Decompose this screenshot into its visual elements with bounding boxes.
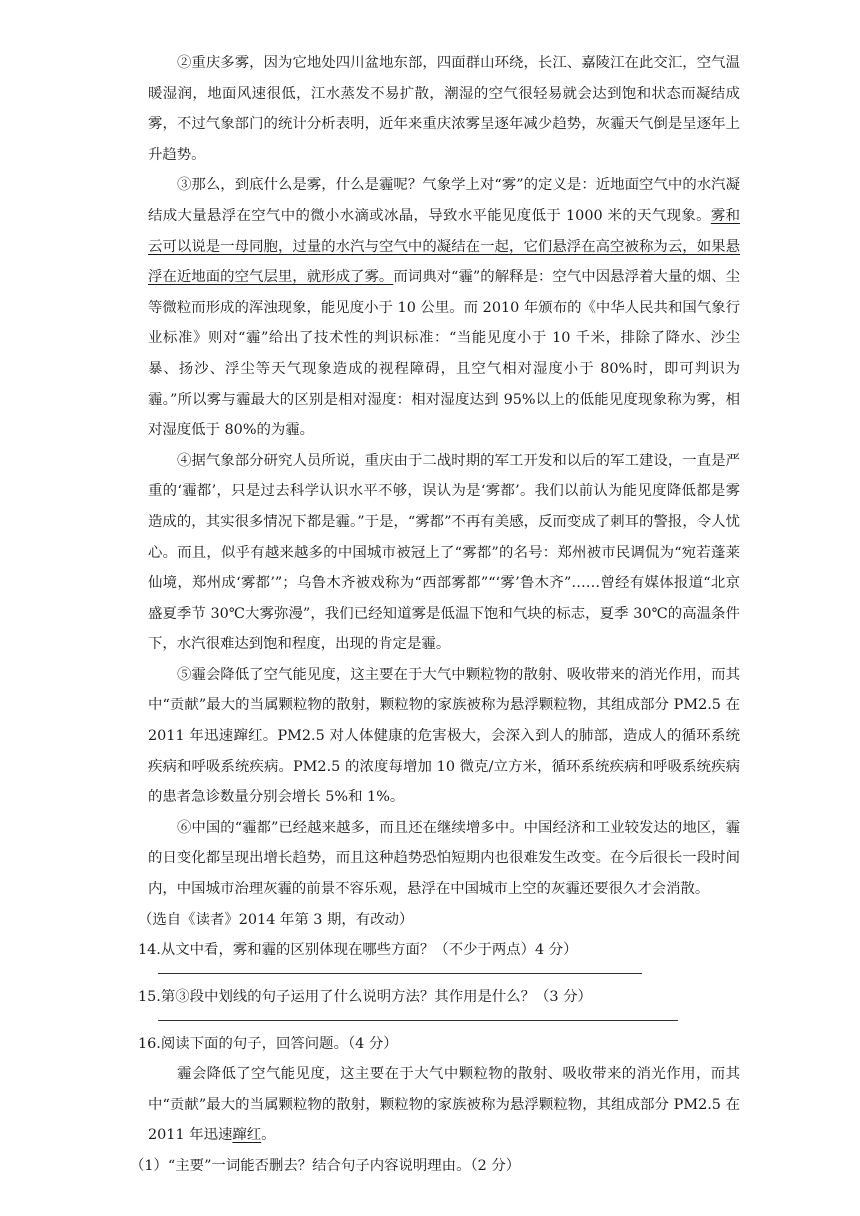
question-16-quote-end: 。 bbox=[261, 1127, 276, 1144]
underlined-word: 蹿红 bbox=[232, 1127, 262, 1144]
underlined-sentence: 雾和云可以说是一母同胞，过量的水汽与空气中的凝结在一起，它们悬浮在高空被称为云，如果悬浮在近地面的空气层里，就形成了雾。 bbox=[148, 207, 740, 286]
paragraph-5 bbox=[148, 660, 740, 813]
answer-line-14[interactable] bbox=[158, 973, 642, 974]
answer-line-15[interactable] bbox=[158, 1020, 678, 1021]
question-16-quote bbox=[148, 1059, 740, 1151]
paragraph-5-text: ⑤霾会降低了空气能见度，这主要在于大气中颗粒物的散射、吸收带来的消光作用，而其中“贡献”最大的当属颗粒物的散射，颗粒物的家族被称为悬浮颗粒物，其组成部分 PM2.5 在 2011 年迅速蹿红。PM2.5 对人体健康的危害极大，会深入到人的肺部，造成人的循环系统疾病和呼吸系统疾病。PM2.5 的浓度每增加 10 微克/立方米，循环系统疾病和呼吸系统疾病的患者急诊数量分别会增长 5%和 1%。 bbox=[148, 666, 740, 806]
paragraph-3-text-b: 而词典对“霾”的解释是：空气中因悬浮着大量的烟、尘等微粒而形成的浑浊现象，能见度小于 10 公里。而 2010 年颁布的《中华人民共和国气象行业标准》则对“霾”给出了技术性的判识标准：“当能见度小于 10 千米，排除了降水、沙尘暴、扬沙、浮尘等天气现象造成的视程障碍，且空气相对湿度小于 80%时，即可判识为霾。”所以雾与霾最大的区别是相对湿度：相对湿度达到 95%以上的低能见度现象称为雾，相对湿度低于 80%的为霾。 bbox=[148, 269, 740, 439]
paragraph-3-text-a: ③那么，到底什么是雾，什么是霾呢？气象学上对“雾”的定义是：近地面空气中的水汽凝结成大量悬浮在空气中的微小水滴或冰晶，导致水平能见度低于 1000 米的天气现象。 bbox=[148, 177, 740, 224]
question-14: 14.从文中看，雾和霾的区别体现在哪些方面？（不少于两点）4 分） bbox=[138, 942, 578, 959]
question-16: 16.阅读下面的句子，回答问题。（4 分） bbox=[138, 1036, 398, 1053]
paragraph-4-text: ④据气象部分研究人员所说，重庆由于二战时期的军工开发和以后的军工建设，一直是严重的‘霾都’，只是过去科学认识水平不够，误认为是‘雾都’。我们以前认为能见度降低都是雾造成的，其实很多情况下都是霾。”于是，“雾都”不再有美感，反而变成了刺耳的警报，令人忧心。而且，似乎有越来越多的中国城市被冠上了“雾都”的名号：郑州被市民调侃为“宛若蓬莱仙境，郑州成‘雾都’”；乌鲁木齐被戏称为“西部雾都”“‘雾’鲁木齐”……曾经有媒体报道“北京盛夏季节 30℃大雾弥漫”，我们已经知道雾是低温下饱和气块的标志，夏季 30℃的高温条件下，水汽很难达到饱和程度，出现的肯定是霾。 bbox=[148, 452, 740, 653]
source-citation: （选自《读者》2014 年第 3 期，有改动） bbox=[138, 911, 414, 928]
question-16-part-1: （1）“主要”一词能否删去？结合句子内容说明理由。（2 分） bbox=[130, 1158, 521, 1174]
question-16-quote-text: 霾会降低了空气能见度，这主要在于大气中颗粒物的散射、吸收带来的消光作用，而其中“贡献”最大的当属颗粒物的散射，颗粒物的家族被称为悬浮颗粒物，其组成部分 PM2.5 在 2011 年迅速 bbox=[148, 1066, 740, 1144]
paragraph-3 bbox=[148, 170, 740, 445]
reading-passage bbox=[130, 48, 740, 1181]
paragraph-4 bbox=[148, 446, 740, 660]
question-15: 15.第③段中划线的句子运用了什么说明方法？其作用是什么？（3 分） bbox=[138, 989, 592, 1006]
paragraph-2-text: ②重庆多雾，因为它地处四川盆地东部，四面群山环绕，长江、嘉陵江在此交汇，空气温暖湿润，地面风速很低，江水蒸发不易扩散，潮湿的空气很轻易就会达到饱和状态而凝结成雾，不过气象部门的统计分析表明，近年来重庆浓雾呈逐年减少趋势，灰霾天气倒是呈逐年上升趋势。 bbox=[148, 55, 740, 163]
paragraph-6 bbox=[148, 813, 740, 905]
paragraph-6-text: ⑥中国的“霾都”已经越来越多，而且还在继续增多中。中国经济和工业较发达的地区，霾的日变化都呈现出增长趋势，而且这种趋势恐怕短期内也很难发生改变。在今后很长一段时间内，中国城市治理灰霾的前景不容乐观，悬浮在中国城市上空的灰霾还要很久才会消散。 bbox=[148, 819, 740, 898]
paragraph-2 bbox=[148, 48, 740, 170]
